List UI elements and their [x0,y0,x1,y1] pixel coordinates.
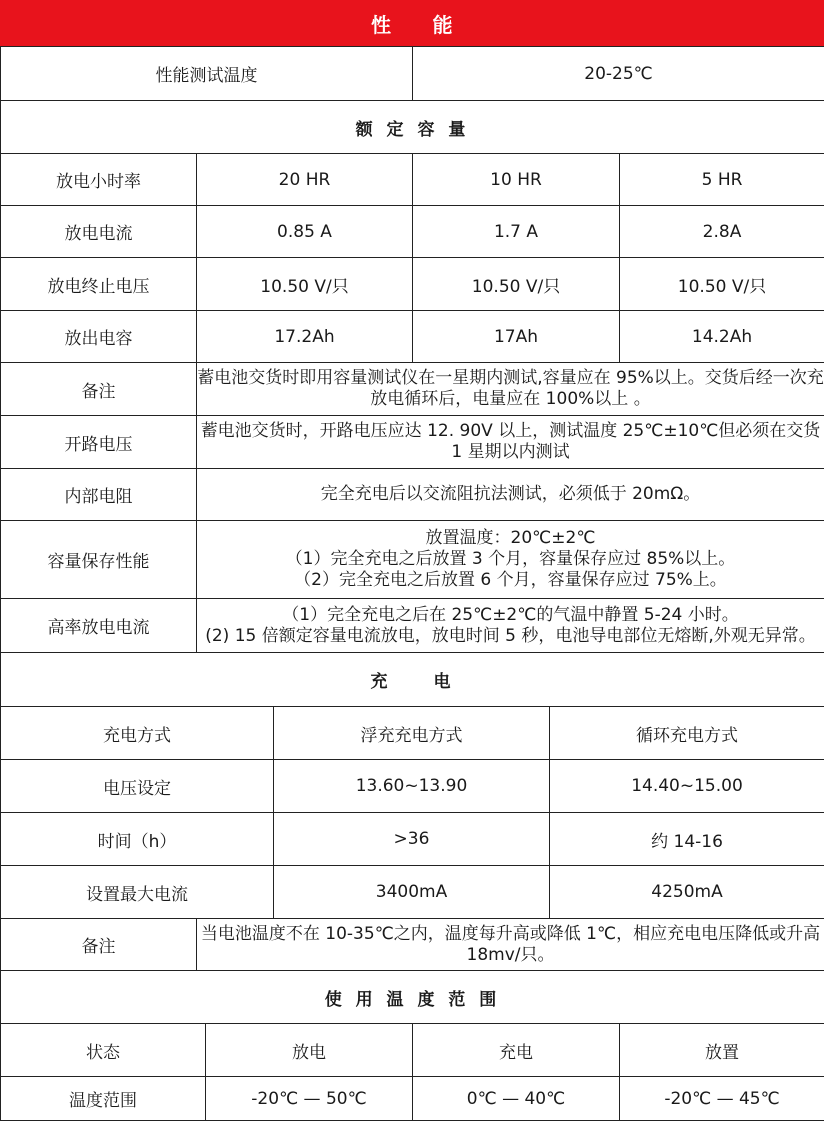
end-voltage-20hr: 10.50 V/只 [197,258,413,311]
charging-remarks-text: 当电池温度不在 10-35℃之内，温度每升高或降低 1℃，相应充电电压降低或升高 18mv/只。 [197,919,824,971]
rate-label: 放电小时率 [1,154,197,206]
remarks-text: 蓄电池交货时即用容量测试仪在一星期内测试,容量应在 95%以上。交货后经一次充放电循环后，电量应在 100%以上 。 [197,363,824,416]
state-charge: 充电 [413,1024,620,1077]
state-discharge: 放电 [206,1024,413,1077]
current-10hr: 1.7 A [413,206,620,258]
charge-time-float: >36 [274,813,550,866]
voltage-setting-float: 13.60~13.90 [274,760,550,813]
charging-notes-table [0,918,824,971]
test-temperature-table [0,46,824,101]
charging-remarks-label: 备注 [1,919,197,971]
high-rate-label: 高率放电电流 [1,599,197,653]
open-voltage-label: 开路电压 [1,416,197,469]
state-storage: 放置 [620,1024,824,1077]
end-voltage-5hr: 10.50 V/只 [620,258,824,311]
charge-method-cycle: 循环充电方式 [550,707,824,760]
high-rate-text [197,599,824,653]
charge-time-cycle: 约 14-16 [550,813,824,866]
charge-method-label: 充电方式 [1,707,274,760]
high-rate-line: （1）完全充电之后在 25℃±2℃的气温中静置 5-24 小时。 [197,605,824,626]
current-20hr: 0.85 A [197,206,413,258]
retention-line: （2）完全充电之后放置 6 个月，容量保存应过 75%上。 [197,570,824,591]
current-label: 放电电流 [1,206,197,258]
capacity-20hr: 17.2Ah [197,311,413,363]
temperature-range-table [0,970,824,1121]
max-current-label: 设置最大电流 [1,866,274,919]
rate-10hr: 10 HR [413,154,620,206]
charging-table [0,652,824,919]
capacity-5hr: 14.2Ah [620,311,824,363]
temp-range-label: 温度范围 [1,1077,206,1121]
performance-notes-table [0,362,824,653]
voltage-setting-cycle: 14.40~15.00 [550,760,824,813]
remarks-label: 备注 [1,363,197,416]
rated-capacity-heading: 额 定 容 量 [1,101,824,154]
temp-range-storage: -20℃ — 45℃ [620,1077,824,1121]
charge-method-float: 浮充充电方式 [274,707,550,760]
open-voltage-text: 蓄电池交货时，开路电压应达 12. 90V 以上，测试温度 25℃±10℃但必须在交货 1 星期以内测试 [197,416,824,469]
high-rate-line: (2) 15 倍额定容量电流放电，放电时间 5 秒，电池导电部位无熔断,外观无异常。 [197,626,824,647]
end-voltage-10hr: 10.50 V/只 [413,258,620,311]
retention-label: 容量保存性能 [1,521,197,599]
state-label: 状态 [1,1024,206,1077]
page-title: 性 能 [0,0,824,46]
max-current-cycle: 4250mA [550,866,824,919]
temperature-range-heading: 使 用 温 度 范 围 [1,971,824,1024]
rated-capacity-table [0,100,824,363]
test-temperature-label: 性能测试温度 [1,47,413,101]
temp-range-discharge: -20℃ — 50℃ [206,1077,413,1121]
capacity-10hr: 17Ah [413,311,620,363]
charge-time-label: 时间（h） [1,813,274,866]
current-5hr: 2.8A [620,206,824,258]
retention-text [197,521,824,599]
rate-5hr: 5 HR [620,154,824,206]
end-voltage-label: 放电终止电压 [1,258,197,311]
capacity-label: 放出电容 [1,311,197,363]
retention-line: 放置温度：20℃±2℃ [197,528,824,549]
test-temperature-value: 20-25℃ [413,47,824,101]
retention-line: （1）完全充电之后放置 3 个月，容量保存应过 85%以上。 [197,549,824,570]
charging-heading: 充 电 [1,653,824,707]
internal-resistance-label: 内部电阻 [1,469,197,521]
internal-resistance-text: 完全充电后以交流阻抗法测试，必须低于 20mΩ。 [197,469,824,521]
rate-20hr: 20 HR [197,154,413,206]
temp-range-charge: 0℃ — 40℃ [413,1077,620,1121]
max-current-float: 3400mA [274,866,550,919]
voltage-setting-label: 电压设定 [1,760,274,813]
